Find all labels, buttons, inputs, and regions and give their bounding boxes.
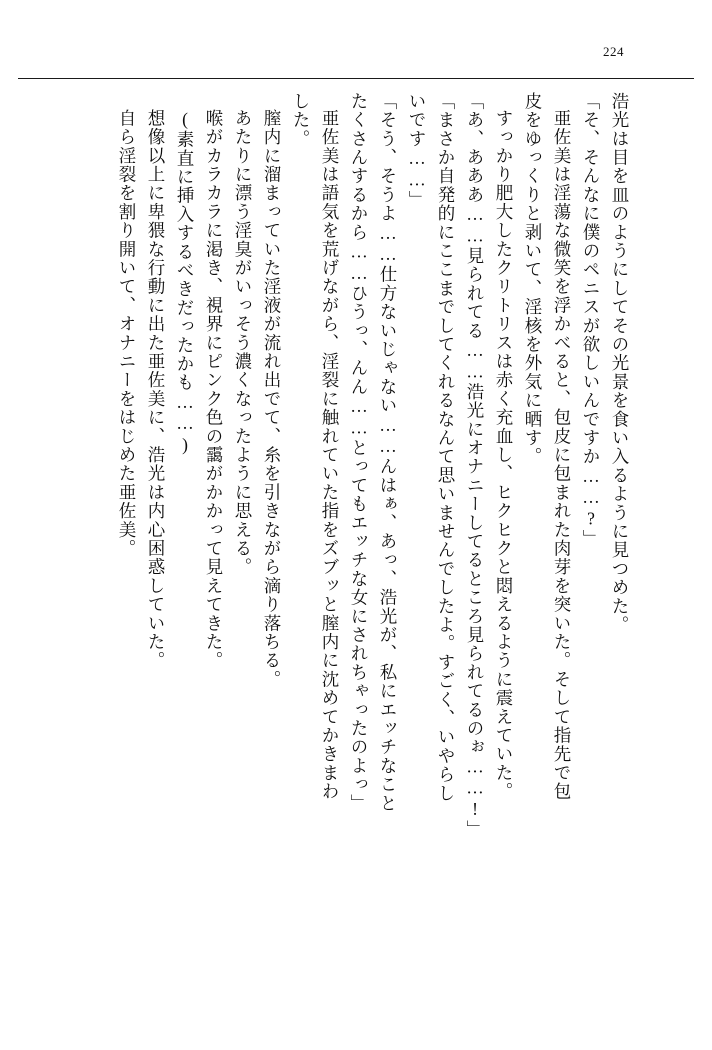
body-text-columns — [78, 92, 634, 1010]
text-line: (素直に挿入するべきだったかも……) — [175, 109, 195, 456]
page-number: 224 — [603, 44, 624, 59]
text-line: 「そ、そんなに僕のペニスが欲しいんですか……?」 — [581, 92, 601, 549]
text-line: 浩光は目を皿のようにしてその光景を食い入るように見つめた。 — [610, 92, 630, 635]
text-line: 亜佐美は語気を荒げながら、淫裂に触れていた指をズブッと膣内に沈めてかきまわ — [320, 109, 340, 801]
text-line: 「そう、そうよ……仕方ないじゃない……んはぁ、あっ、浩光が、私にエッチなこと — [378, 92, 398, 813]
text-line: 自ら淫裂を割り開いて、オナニーをはじめた亜佐美。 — [117, 109, 137, 558]
text-line: 喉がカラカラに渇き、視界にピンク色の靄がかかって見えてきた。 — [204, 109, 224, 670]
text-line: あたりに漂う淫臭がいっそう濃くなったように思える。 — [233, 109, 253, 577]
header-rule — [18, 78, 694, 79]
text-line: 想像以上に卑猥な行動に出た亜佐美に、浩光は内心困惑していた。 — [146, 109, 166, 670]
text-line: 皮をゆっくりと剥いて、淫核を外気に晒す。 — [523, 92, 543, 466]
text-line: たくさんするから……ひうっ、んん……とってもエッチな女にされちゃったのよっ」 — [349, 92, 369, 813]
text-line: すっかり肥大したクリトリスは赤く充血し、ヒクヒクと悶えるように震えていた。 — [494, 109, 514, 801]
text-line: 「まさか自発的にここまでしてくれるなんて思いませんでしたよ。すごく、いやらし — [436, 92, 456, 803]
text-line: 膣内に溜まっていた淫液が流れ出でて、糸を引きながら滴り落ちる。 — [262, 109, 282, 689]
text-line: 「あ、あああ……見られてる……浩光にオナニーしてるところ見られてるのぉ……!」 — [465, 92, 485, 839]
text-line: した。 — [291, 92, 311, 149]
text-line: いです……」 — [407, 92, 427, 210]
text-line: 亜佐美は淫蕩な微笑を浮かべると、包皮に包まれた肉芽を突いた。そして指先で包 — [552, 109, 572, 801]
